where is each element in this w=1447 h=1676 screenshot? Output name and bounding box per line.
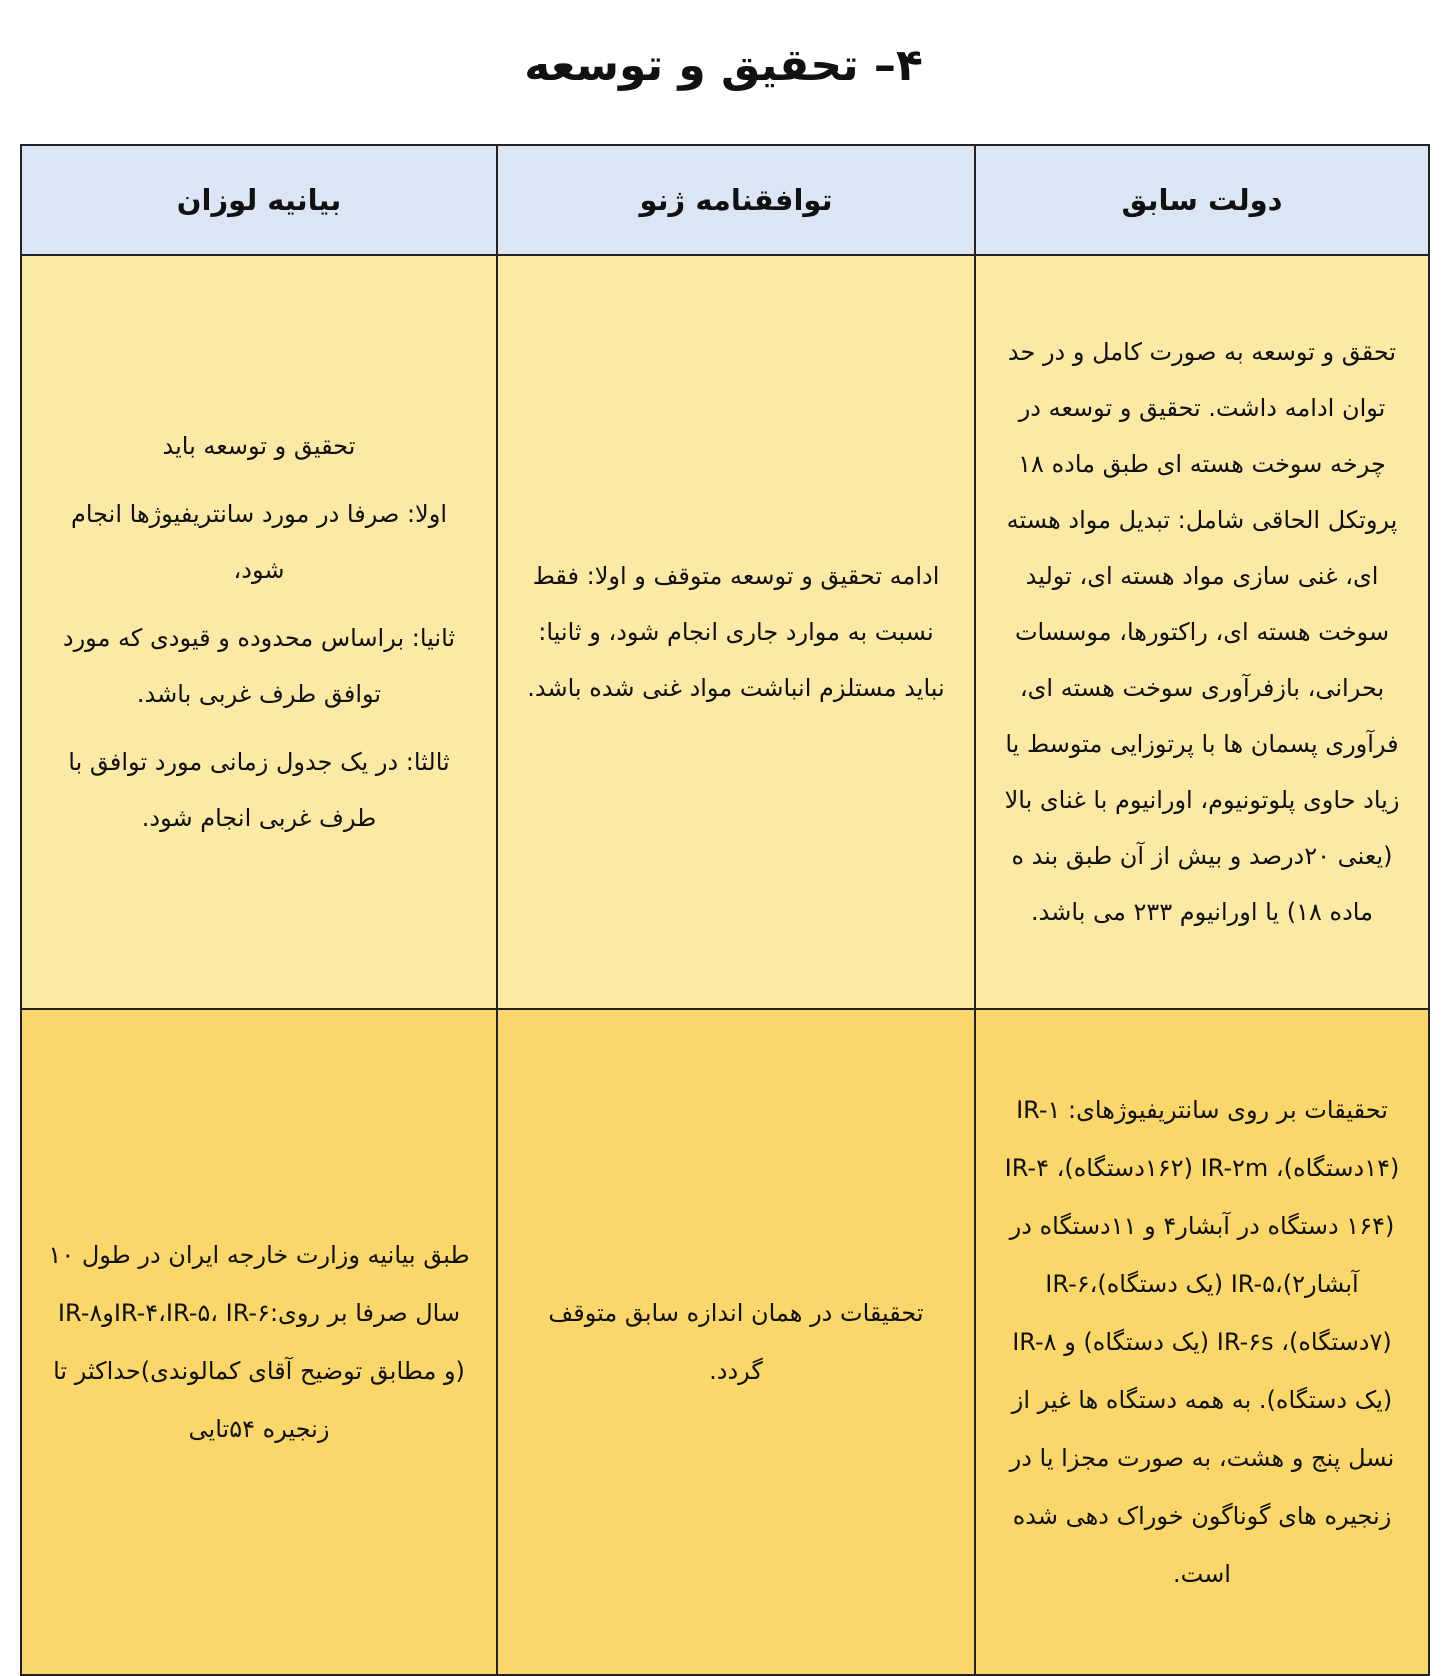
header-geneva-agreement: توافقنامه ژنو [497,145,975,255]
header-previous-government: دولت سابق [975,145,1429,255]
comparison-table [20,144,1430,1676]
page-title: ۴– تحقیق و توسعه [524,40,923,91]
cell-geneva-centrifuges [497,1009,975,1675]
cell-text: تحقق و توسعه به صورت کامل و در حد توان ادامه داشت. تحقیق و توسعه در چرخه سوخت هسته ای طبق ماده ۱۸ پروتکل الحاقی شامل: تبدیل مواد هسته ای، غنی سازی مواد هسته ای، تولید سوخت هسته ای، راکتورها، موسسات بحرانی، بازفرآوری سوخت هسته ای، فرآوری پسمان ها با پرتوزایی متوسط یا زیاد حاوی پلوتونیوم، اورانیوم با غنای بالا (یعنی ۲۰درصد و بیش از آن طبق بند ه ماده ۱۸) یا اورانیوم ۲۳۳ می باشد. [1004,338,1400,926]
lausanne-point-third: ثالثا: در یک جدول زمانی مورد توافق با طرف غربی انجام شود. [68,748,450,832]
lausanne-point-first: اولا: صرفا در مورد سانتریفیوژها انجام شود، [70,500,447,584]
cell-text: طبق بیانیه وزارت خارجه ایران در طول ۱۰ سال صرفا بر روی:IR-۴،IR-۵، IR-۶وIR-۸ (و مطابق توضیح آقای کمالوندی)حداکثر تا زنجیره ۵۴تایی [48,1241,470,1443]
cell-geneva-rnd [497,255,975,1009]
header-lausanne-statement: بیانیه لوزان [21,145,497,255]
lausanne-point-second: ثانیا: براساس محدوده و قیودی که مورد توافق طرف غربی باشد. [62,624,456,708]
table-row [21,255,1429,1009]
cell-lausanne-rnd [21,255,497,1009]
lausanne-intro: تحقیق و توسعه باید [162,432,356,460]
cell-previous-government-rnd [975,255,1429,1009]
table-row [21,1009,1429,1675]
cell-text: ادامه تحقیق و توسعه متوقف و اولا: فقط نسبت به موارد جاری انجام شود، و ثانیا: نباید مستلزم انباشت مواد غنی شده باشد. [527,562,945,702]
cell-previous-government-centrifuges [975,1009,1429,1675]
cell-text: تحقیقات بر روی سانتریفیوژهای: IR-۱ (۱۴دستگاه)، IR-۲m (۱۶۲دستگاه)، IR-۴ (۱۶۴ دستگاه در آبشار۴ و ۱۱دستگاه در آبشار۲)،IR-۵ (یک دستگاه)،IR-۶ (۷دستگاه)، IR-۶s (یک دستگاه) و IR-۸ (یک دستگاه). به همه دستگاه ها غیر از نسل پنج و هشت، به صورت مجزا یا در زنجیره های گوناگون خوراک دهی شده است. [1004,1096,1400,1588]
header-row [21,145,1429,255]
cell-lausanne-centrifuges [21,1009,497,1675]
cell-text: تحقیقات در همان اندازه سابق متوقف گردد. [548,1299,924,1385]
